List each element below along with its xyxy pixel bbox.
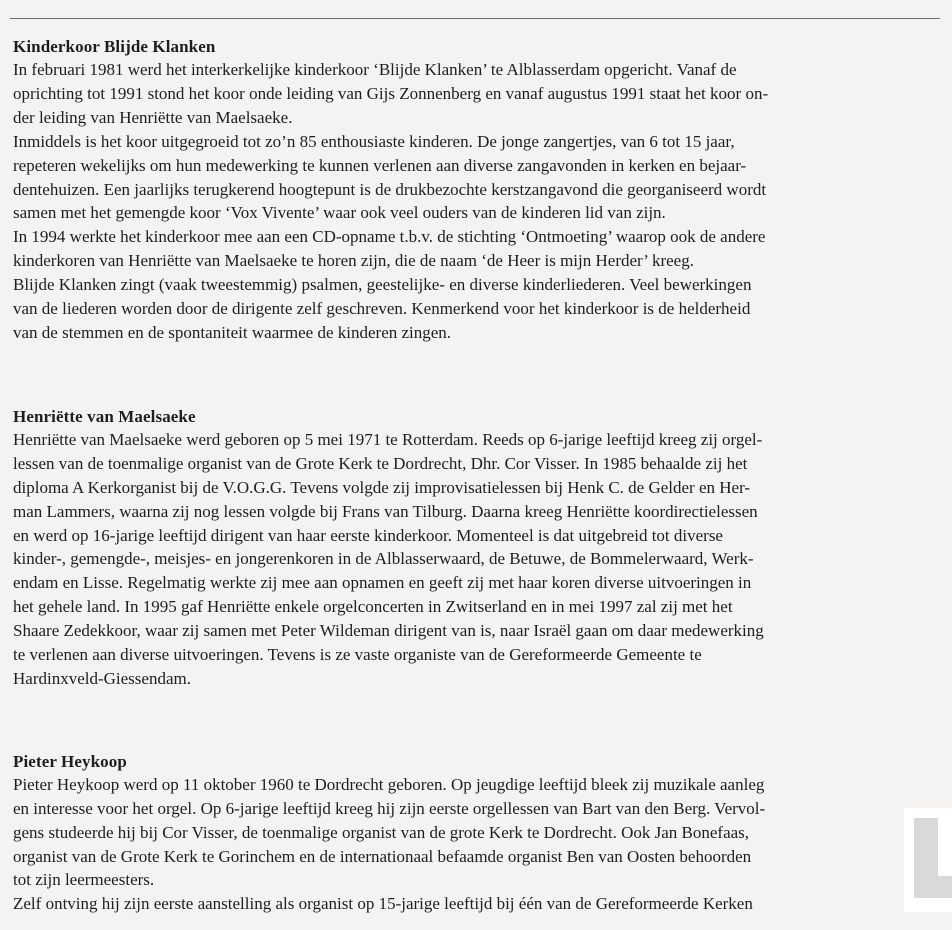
text-line: kinderkoren van Henriëtte van Maelsaeke te horen zijn, die de naam ‘de Heer is mijn Herder’ kreeg. [13,251,694,271]
text-line: In 1994 werkte het kinderkoor mee aan een CD-opname t.b.v. de stichting ‘Ontmoeting’ waarop ook de andere [13,227,766,247]
text-line: Blijde Klanken zingt (vaak tweestemmig) psalmen, geestelijke- en diverse kinderliederen. Veel bewerkingen [13,275,752,295]
text-line: oprichting tot 1991 stond het koor onde leiding van Gijs Zonnenberg en vanaf augustus 1991 staat het koor on- [13,83,769,103]
section-title: Pieter Heykoop [13,751,127,771]
watermark-logo-icon [904,808,952,912]
text-line: gens studeerde hij bij Cor Visser, de toenmalige organist van de grote Kerk te Dordrecht. Ook Jan Bonefaas, [13,822,750,842]
text-line: Zelf ontving hij zijn eerste aanstelling als organist op 15-jarige leeftijd bij één van de Gereformeerde Kerken [13,894,753,914]
text-line: dentehuizen. Een jaarlijks terugkerend hoogtepunt is de drukbezochte kerstzangavond die georganiseerd wordt [13,179,767,199]
text-line: endam en Lisse. Regelmatig werkte zij mee aan opnamen en geeft zij met haar koren diverse uitvoeringen in [13,573,752,593]
text-line: Shaare Zedekkoor, waar zij samen met Peter Wildeman dirigent van is, naar Israël gaan om daar medewerking [13,621,764,641]
text-line: Pieter Heykoop werd op 11 oktober 1960 te Dordrecht geboren. Op jeugdige leeftijd bleek zij muzikale aanleg [13,774,765,794]
text-line: te verlenen aan diverse uitvoeringen. Tevens is ze vaste organiste van de Gereformeerde Gemeente te [13,645,702,665]
text-line: en interesse voor het orgel. Op 6-jarige leeftijd kreeg hij zijn eerste orgellessen van Bart van den Berg. Vervol- [13,798,766,818]
text-line: tot zijn leermeesters. [13,870,155,890]
top-rule [10,18,940,19]
text-line: samen met het gemengde koor ‘Vox Vivente’ waar ook veel ouders van de kinderen lid van zijn. [13,203,666,223]
text-line: Inmiddels is het koor uitgegroeid tot zo’n 85 enthousiaste kinderen. De jonge zangertjes, van 6 tot 15 jaar, [13,131,735,151]
text-line: van de liederen worden door de dirigente zelf geschreven. Kenmerkend voor het kinderkoor is de helderheid [13,299,751,319]
text-line: het gehele land. In 1995 gaf Henriëtte enkele orgelconcerten in Zwitserland en in mei 1997 zal zij met het [13,597,733,617]
text-line: In februari 1981 werd het interkerkelijke kinderkoor ‘Blijde Klanken’ te Alblasserdam opgericht. Vanaf de [13,60,737,79]
section-kinderkoor [13,36,928,345]
text-line: Hardinxveld-Giessendam. [13,668,191,688]
text-line: organist van de Grote Kerk te Gorinchem en de internationaal befaamde organist Ben van Oosten behoorden [13,846,752,866]
document-body [13,36,928,916]
section-title: Kinderkoor Blijde Klanken [13,37,216,56]
section-henriette [13,406,928,691]
text-line: lessen van de toenmalige organist van de Grote Kerk te Dordrecht, Dhr. Cor Visser. In 1985 behaalde zij het [13,453,748,473]
text-line: man Lammers, waarna zij nog lessen volgde bij Frans van Tilburg. Daarna kreeg Henriëtte koordirectielessen [13,501,758,521]
section-pieter [13,751,928,916]
text-line: der leiding van Henriëtte van Maelsaeke. [13,107,293,127]
text-line: Henriëtte van Maelsaeke werd geboren op 5 mei 1971 te Rotterdam. Reeds op 6-jarige leeftijd kreeg zij orgel- [13,429,763,449]
text-line: repeteren wekelijks om hun medewerking te kunnen verlenen aan diverse zangavonden in kerken en bejaar- [13,155,747,175]
text-line: van de stemmen en de spontaniteit waarmee de kinderen zingen. [13,322,452,342]
section-title: Henriëtte van Maelsaeke [13,406,196,426]
text-line: en werd op 16-jarige leeftijd dirigent van haar eerste kinderkoor. Momenteel is dat uitgebreid tot diverse [13,525,723,545]
text-line: diploma A Kerkorganist bij de V.O.G.G. Tevens volgde zij improvisatielessen bij Henk C. de Gelder en Her- [13,477,751,497]
text-line: kinder-, gemengde-, meisjes- en jongerenkoren in de Alblasserwaard, de Betuwe, de Bommelerwaard, Werk- [13,549,754,569]
